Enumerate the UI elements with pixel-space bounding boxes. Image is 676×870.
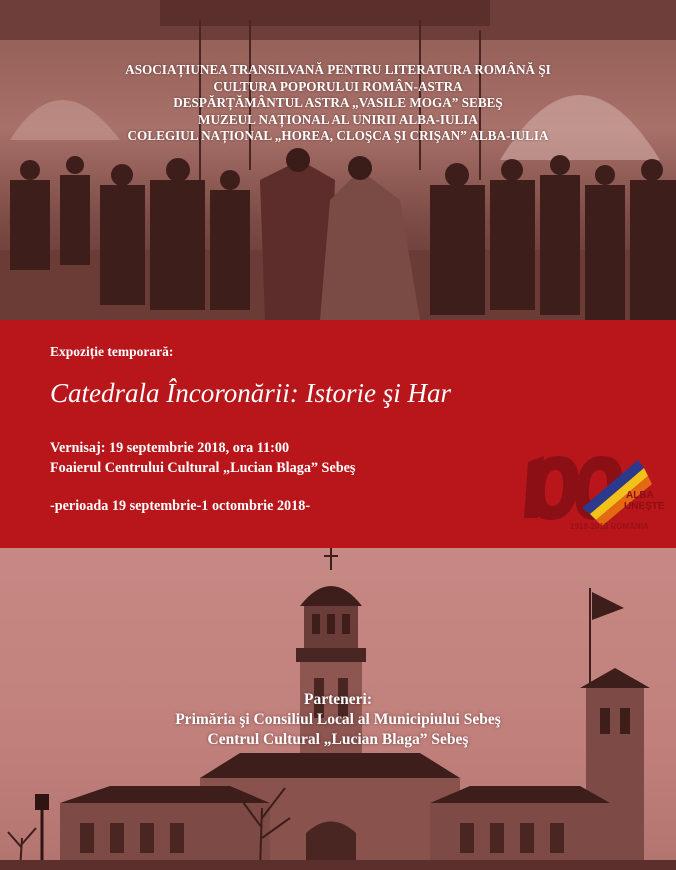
organizer-line: ASOCIAȚIUNEA TRANSILVANĂ PENTRU LITERATURA ROMÂNĂ ŞI	[125, 62, 551, 77]
event-details	[50, 438, 355, 478]
partner-item: Centrul Cultural „Lucian Blaga” Sebeş	[207, 731, 469, 748]
logo-word-alba: ALBA	[626, 490, 654, 501]
logo-years: 1918-2018 ROMÂNIA	[570, 522, 649, 531]
exhibition-type-label: Expoziție temporară:	[50, 344, 174, 359]
opening-date: Vernisaj: 19 septembrie 2018, ora 11:00	[50, 440, 290, 456]
organizer-line: CULTURA POPORULUI ROMÂN-ASTRA	[213, 78, 463, 94]
logo-word-uneste: UNEŞTE	[624, 501, 665, 512]
organizer-line: COLEGIUL NAȚIONAL „HOREA, CLOŞCA ŞI CRIŞAN” ALBA-IULIA	[127, 128, 549, 143]
partners-heading: Parteneri:	[304, 691, 372, 708]
partners-section	[0, 690, 676, 750]
organizer-line: DESPĂRȚĂMÂNTUL ASTRA „VASILE MOGA” SEBEŞ	[173, 95, 503, 110]
exhibition-title: Catedrala Încoronării: Istorie şi Har	[50, 378, 451, 408]
coronation-photo	[0, 0, 676, 320]
cathedral-photo	[0, 548, 676, 870]
centenary-logo	[520, 438, 676, 538]
organizer-line: MUZEUL NAȚIONAL AL UNIRII ALBA-IULIA	[198, 111, 478, 127]
organizers-list	[0, 62, 676, 145]
venue: Foaierul Centrului Cultural „Lucian Blaga” Sebeş	[50, 460, 356, 476]
event-band	[0, 320, 676, 548]
exhibition-period: -perioada 19 septembrie-1 octombrie 2018-	[50, 498, 311, 514]
partner-item: Primăria şi Consiliul Local al Municipiului Sebeş	[175, 711, 501, 728]
coronation-photo-graphic	[0, 0, 676, 320]
